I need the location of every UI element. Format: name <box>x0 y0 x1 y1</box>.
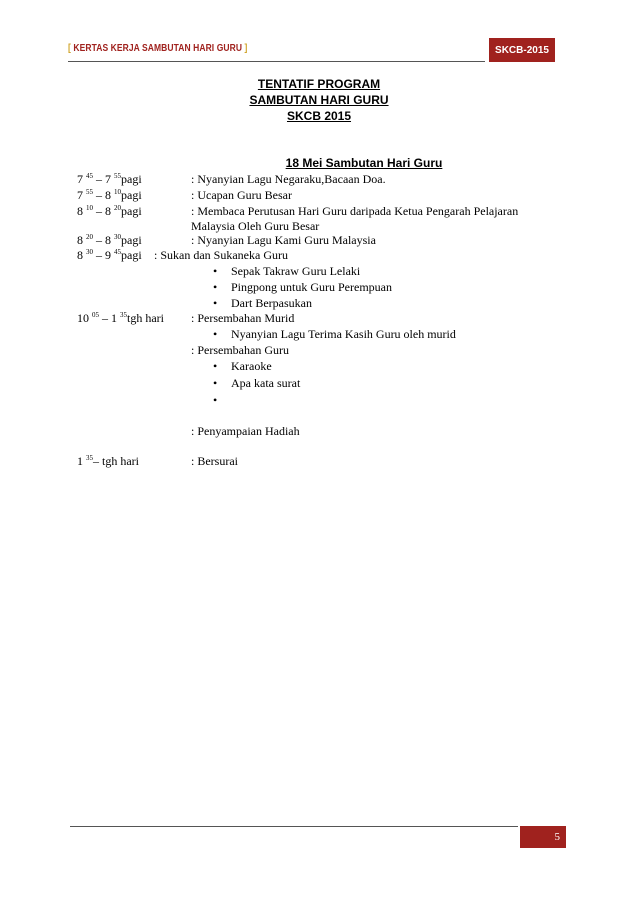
time-slot-1: 7 $^{45}$ – 7 $^{55}$pagi <box>77 172 142 186</box>
bracket-left: [ <box>68 43 71 54</box>
activity-6: : Persembahan Murid <box>191 311 295 325</box>
activity-4: : Nyanyian Lagu Kami Guru Malaysia <box>191 233 376 247</box>
activity-3: : Membaca Perutusan Hari Guru daripada Ketua Pengarah Pelajaran <box>191 204 519 218</box>
persembahan-guru: : Persembahan Guru <box>191 343 289 357</box>
activity-2: : Ucapan Guru Besar <box>191 188 292 202</box>
time-slot-2: 7 $^{55}$ – 8 $^{10}$pagi <box>77 188 142 202</box>
footer-rule <box>70 826 518 827</box>
header-badge: SKCB-2015 <box>489 38 555 62</box>
page-header <box>68 38 555 62</box>
bracket-right: ] <box>244 43 248 54</box>
activity-5: : Sukan dan Sukaneka Guru <box>154 248 288 262</box>
date-heading: 18 Mei Sambutan Hari Guru <box>285 156 443 170</box>
time-slot-6: 10 $^{05}$ – 1 $^{35}$tgh hari <box>77 311 164 325</box>
page-number: 5 <box>520 826 566 848</box>
time-slot-5: 8 $^{30}$ – 9 $^{45}$pagi <box>77 248 142 262</box>
heading-line-3: SKCB 2015 <box>286 109 352 123</box>
time-slot-4: 8 $^{20}$ – 8 $^{30}$pagi <box>77 233 142 247</box>
header-rule <box>68 61 485 62</box>
document-title-text: KERTAS KERJA SAMBUTAN HARI GURU <box>70 43 245 54</box>
time-slot-3: 8 $^{10}$ – 8 $^{20}$pagi <box>77 204 142 218</box>
activity-7: : Bersurai <box>191 454 238 468</box>
activity-1: : Nyanyian Lagu Negaraku,Bacaan Doa. <box>191 172 386 186</box>
document-title <box>68 43 247 54</box>
page-footer <box>70 826 566 848</box>
heading-line-2: SAMBUTAN HARI GURU <box>249 93 389 107</box>
activity-3-continued: Malaysia Oleh Guru Besar <box>191 219 320 233</box>
time-slot-7: 1 $^{35}$– tgh hari <box>77 454 139 468</box>
heading-line-1: TENTATIF PROGRAM <box>257 77 381 91</box>
penyampaian-hadiah: : Penyampaian Hadiah <box>191 424 300 438</box>
